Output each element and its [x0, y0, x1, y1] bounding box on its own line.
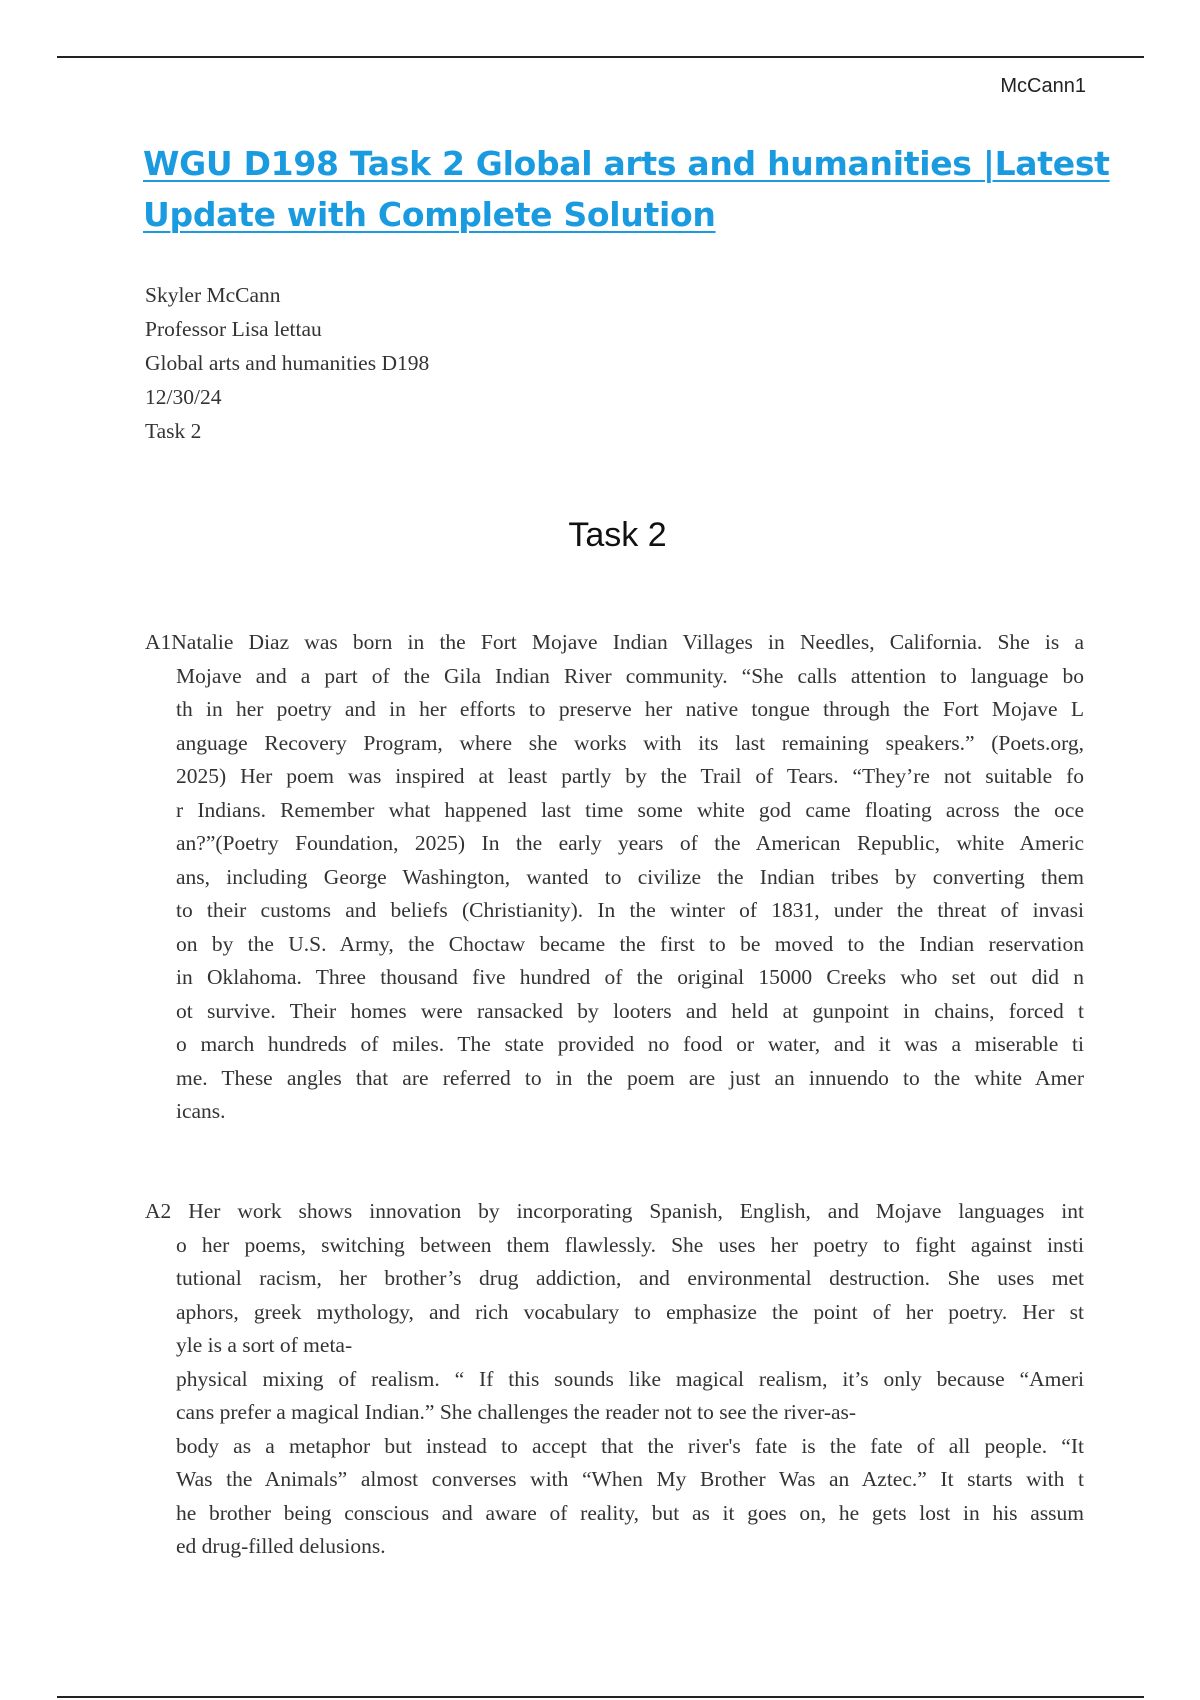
- title-line-2[interactable]: Update with Complete Solution: [143, 195, 716, 234]
- header-rule: [57, 56, 1144, 58]
- paragraph-line: an?”(Poetry Foundation, 2025) In the early years of the American Republic, white Americ: [176, 831, 1084, 855]
- paragraph-line: in Oklahoma. Three thousand five hundred of the original 15000 Creeks who set out did n: [176, 965, 1084, 989]
- professor-name: Professor Lisa lettau: [145, 317, 322, 341]
- document-title-link[interactable]: [143, 138, 1143, 240]
- paragraph-line: ans, including George Washington, wanted to civilize the Indian tribes by converting them: [176, 864, 1084, 889]
- paragraph-a2: [145, 1195, 1084, 1564]
- paragraph-line: he brother being conscious and aware of reality, but as it goes on, he gets lost in his assum: [176, 1500, 1084, 1525]
- paragraph-line: physical mixing of realism. “ If this sounds like magical realism, it’s only because “Ameri: [176, 1366, 1084, 1391]
- course-name: Global arts and humanities D198: [145, 351, 430, 375]
- paragraph-line: tutional racism, her brother’s drug addiction, and environmental destruction. She uses met: [176, 1266, 1084, 1290]
- paragraph-line: Mojave and a part of the Gila Indian River community. “She calls attention to language bo: [176, 663, 1084, 688]
- running-head: McCann1: [1000, 75, 1086, 97]
- paragraph-line: 2025) Her poem was inspired at least partly by the Trail of Tears. “They’re not suitable fo: [176, 764, 1084, 788]
- paragraph-line: yle is a sort of meta-: [176, 1333, 353, 1357]
- title-line-1[interactable]: WGU D198 Task 2 Global arts and humanities |Latest: [143, 144, 1110, 183]
- paragraph-line: r Indians. Remember what happened last time some white god came floating across the oce: [176, 797, 1084, 822]
- paragraph-a1: [145, 626, 1084, 1129]
- paragraph-line: o her poems, switching between them flawlessly. She uses her poetry to fight against insti: [176, 1232, 1084, 1257]
- paragraph-line: ot survive. Their homes were ransacked by looters and held at gunpoint in chains, forced t: [176, 998, 1084, 1023]
- section-heading: Task 2: [568, 516, 667, 554]
- assignment-name: Task 2: [145, 419, 202, 443]
- paragraph-line: cans prefer a magical Indian.” She challenges the reader not to see the river-as-: [176, 1400, 857, 1424]
- paragraph-line: th in her poetry and in her efforts to preserve her native tongue through the Fort Mojave L: [176, 697, 1084, 721]
- author-name: Skyler McCann: [145, 283, 281, 307]
- paragraph-line: anguage Recovery Program, where she works with its last remaining speakers.” (Poets.org,: [176, 730, 1084, 755]
- paragraph-line: on by the U.S. Army, the Choctaw became the first to be moved to the Indian reservation: [176, 931, 1084, 956]
- submission-date: 12/30/24: [145, 385, 222, 409]
- paragraph-line: Was the Animals” almost converses with “When My Brother Was an Aztec.” It starts with t: [176, 1467, 1084, 1491]
- paragraph-line: Natalie Diaz was born in the Fort Mojave Indian Villages in Needles, California. She is a: [171, 630, 1084, 654]
- paragraph-line: to their customs and beliefs (Christianity). In the winter of 1831, under the threat of invasi: [176, 898, 1084, 922]
- paragraph-label: A2: [145, 1199, 172, 1223]
- paragraph-label: A1: [145, 630, 172, 654]
- paragraph-line: body as a metaphor but instead to accept that the river's fate is the fate of all people. “It: [176, 1433, 1084, 1458]
- paragraph-line: aphors, greek mythology, and rich vocabulary to emphasize the point of her poetry. Her st: [176, 1299, 1084, 1324]
- author-block: [145, 278, 429, 448]
- paragraph-line: o march hundreds of miles. The state provided no food or water, and it was a miserable ti: [176, 1032, 1084, 1056]
- footer-rule: [57, 1696, 1144, 1698]
- paragraph-line: icans.: [176, 1099, 226, 1123]
- paragraph-line: ed drug-filled delusions.: [176, 1534, 386, 1558]
- paragraph-line: Her work shows innovation by incorporating Spanish, English, and Mojave languages int: [171, 1199, 1084, 1223]
- paragraph-line: me. These angles that are referred to in the poem are just an innuendo to the white Amer: [176, 1065, 1084, 1090]
